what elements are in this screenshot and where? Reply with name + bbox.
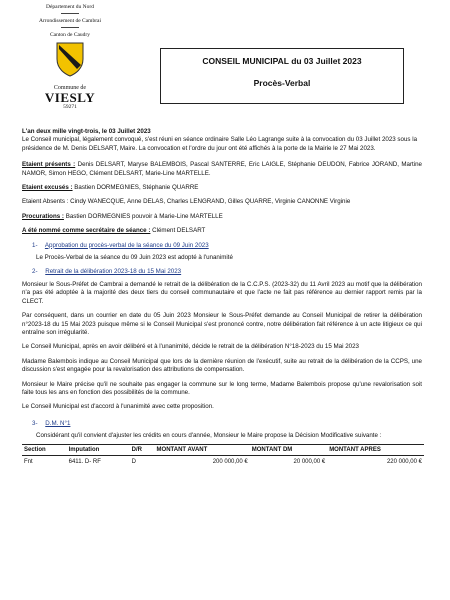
- present-names: Denis DELSART, Maryse BALEMBOIS, Pascal SANTERRE, Eric LAIGLE, Stéphanie DEUDON, Fabrice JORAND, Martine NAMOR, Simon HEGO, Clément DELSART, Marie-Line MARTELLE.: [22, 161, 422, 177]
- agenda-item-2: [32, 268, 422, 276]
- commune-prefix: Commune de: [53, 85, 87, 91]
- item-1-text: Le Procès-Verbal de la séance du 09 Juin 2023 est adopté à l'unanimité: [36, 254, 233, 262]
- header-amount-before: MONTANT AVANT: [155, 444, 250, 455]
- present-label: Etaient présents :: [22, 161, 76, 169]
- item-title: D.M. N°1: [45, 419, 71, 427]
- item-2-paragraph: Madame Balembois indique au Conseil Municipal que lors de la dernière réunion de l'exécutif, suite au retrait de la délibération de la CCPS, une discussion s'est engagée pour la revalorisation des attributions de compensation.: [22, 357, 422, 374]
- document-body: [22, 128, 422, 468]
- coat-of-arms-icon: [55, 41, 85, 77]
- arrondissement-label: Arrondissement de Cambrai: [38, 18, 101, 24]
- proxies-label: Procurations :: [22, 212, 64, 220]
- item-number: 3-: [32, 419, 38, 427]
- excused-line: [22, 184, 422, 192]
- document-title: CONSEIL MUNICIPAL du 03 Juillet 2023: [202, 56, 362, 66]
- item-title: Retrait de la délibération 2023-18 du 15 Mai 2023: [45, 268, 182, 276]
- secretary-name: Clément DELSART: [152, 227, 206, 235]
- header-section: Section: [22, 444, 67, 455]
- item-2-paragraph: Le Conseil Municipal, après en avoir délibéré et à l'unanimité, décide le retrait de la délibération N°18-2023 du 15 Mai 2023: [22, 343, 359, 351]
- item-number: 2-: [32, 268, 38, 276]
- item-2-paragraph: Le Conseil Municipal est d'accord à l'unanimité avec cette proposition.: [22, 403, 214, 411]
- excused-names: Bastien DORMEGNIES, Stéphanie QUARRE: [74, 184, 199, 192]
- canton-label: Canton de Caudry: [49, 32, 91, 38]
- cell-amount-before: 200 000,00 €: [212, 458, 248, 465]
- date-line: L'an deux mille vingt-trois, le 03 Juillet 2023: [22, 128, 151, 135]
- intro-text: Le Conseil municipal, légalement convoqué, s'est réuni en séance ordinaire Salle Léo Lagrange suite à la convocation du 03 Juillet 2023 sous la présidence de M. Denis DELSART, Maire. La convocation et l'ordre du jour ont été affichés à la porte de la Mairie le 27 Mai 2023.: [22, 136, 418, 152]
- present-line: [22, 161, 422, 178]
- secretary-label: A été nommé comme secrétaire de séance :: [22, 227, 151, 235]
- absent-names: Cindy WANECQUE, Anne DELAS, Charles LENGRAND, Gilles QUARRE, Virginie CANONNE Virginie: [70, 198, 351, 206]
- dm-table: [22, 444, 424, 469]
- intro-paragraph: [22, 128, 422, 153]
- item-2-paragraph: Monsieur le Sous-Préfet de Cambrai a demandé le retrait de la délibération de la C.C.P.S. (2023-32) du 11 Avril 2023 au motif que la délibération n'a pas été adoptée à la majorité des deux tiers du conseil communautaire et que l'acte ne fait pas référence au dernier rapport remis par la CLECT.: [22, 280, 422, 305]
- commune-name: VIESLY: [44, 90, 96, 105]
- header-dr: D/R: [130, 444, 155, 455]
- table-row: [22, 455, 424, 468]
- cell-amount-after: 220 000,00 €: [386, 458, 422, 465]
- title-box: [160, 48, 404, 104]
- cell-section: Fnt: [24, 458, 33, 465]
- cell-imputation: 6411. D- RF: [68, 458, 101, 465]
- divider: [61, 27, 79, 28]
- item-number: 1-: [32, 241, 38, 249]
- cell-amount-dm: 20 000,00 €: [293, 458, 326, 465]
- document-subtitle: Procès-Verbal: [253, 78, 311, 88]
- table-header-row: [22, 444, 424, 455]
- proxies-names: Bastien DORMEGNIES pouvoir à Marie-Line MARTELLE: [65, 212, 223, 220]
- divider: [61, 13, 79, 14]
- header-amount-after: MONTANT APRES: [327, 444, 424, 455]
- header-amount-dm: MONTANT DM: [250, 444, 327, 455]
- cell-dr: D: [131, 458, 136, 465]
- item-3-intro: Considérant qu'il convient d'ajuster les crédits en cours d'année, Monsieur le Maire propose la Décision Modificative suivante :: [36, 432, 382, 440]
- secretary-line: [22, 227, 422, 235]
- agenda-item-3: [32, 420, 422, 428]
- item-title: Approbation du procès-verbal de la séance du 09 Juin 2023: [44, 241, 209, 249]
- postcode: 59271: [63, 104, 77, 110]
- header-imputation: Imputation: [67, 444, 130, 455]
- item-2-paragraph: Par conséquent, dans un courrier en date du 05 Juin 2023 Monsieur le Sous-Préfet demande au Conseil Municipal de retirer la délibération n°2023-18 du 15 Mai 2023 puisque même si le Conseil Municipal s'est prononcé contre, notre délibération fait référence à un acte litigieux ce qui entraîne son irrégularité.: [22, 312, 422, 336]
- absent-label: Etaient Absents :: [22, 198, 69, 206]
- proxies-line: [22, 213, 422, 221]
- excused-label: Etaient excusés :: [22, 184, 73, 192]
- agenda-item-1: [32, 242, 422, 250]
- letterhead: [6, 4, 134, 110]
- item-2-paragraph: Monsieur le Maire précise qu'il ne souhaite pas engager la commune sur le long terme, Madame Balembois propose qu'une revalorisation soit faite tous les ans en fonction des possibilités de la commune.: [22, 380, 422, 396]
- department-label: Département du Nord: [46, 4, 94, 10]
- absent-line: [22, 198, 422, 206]
